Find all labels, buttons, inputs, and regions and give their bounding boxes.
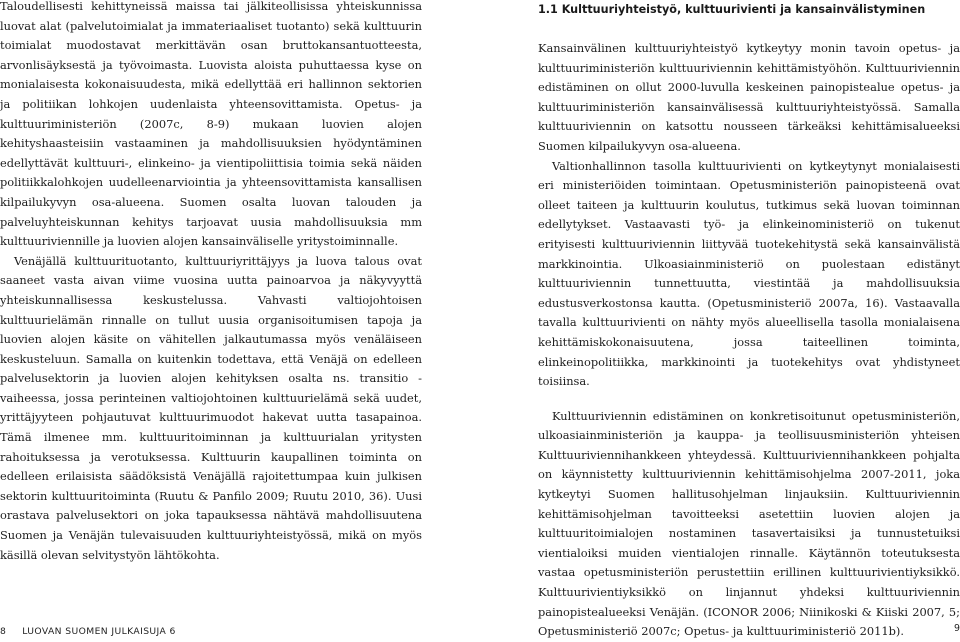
- footer-left: [0, 626, 176, 637]
- section-heading: 1.1 Kulttuuriyhteistyö, kulttuurivienti ja kansainvälistyminen: [538, 3, 926, 16]
- page-number-left: 8: [0, 626, 7, 637]
- paragraph: Taloudellisesti kehittyneissä maissa tai jälkiteollisissa yhteiskunnissa luovat alat (palvelutoimialat ja immateriaaliset tuotanto) sekä kulttuurin toimialat muodostavat merkittävän osan bruttokansantuotteesta, arvonlisäyksestä ja työvoimasta. Luovista aloista puhuttaessa kyse on monialaisesta kokonaisuudesta, mikä edellyttää eri hallinnon sektorien ja politiikan lohkojen uudenlaista yhteensovittamista. Opetus- ja kulttuuriministeriön (2007c, 8-9) mukaan luovien alojen kehityshaasteisiin vastaaminen ja mahdollisuuksien hyödyntäminen edellyttävät kulttuuri-, elinkeino- ja vientipoliittisia toimia sekä näiden politiikkalohkojen uudelleenarviointia ja yhteensovittamista kansallisen kilpailukyvyn osa-alueena. Suomen osalta luovan talouden ja palveluyhteiskunnan kehitys tarjoavat uusia mahdollisuuksia mm kulttuuriviennille ja luovien alojen kansainväliselle yritystoiminnalle.: [0, 0, 422, 249]
- right-column: [538, 0, 960, 642]
- left-column: [0, 0, 422, 565]
- paragraph: Kulttuuriviennin edistäminen on konkretisoitunut opetusministeriön, ulkoasiainministeriön ja kauppa- ja teollisuusministeriön yhteisen Kulttuuriviennihankkeen yhteydessä. Kulttuuriviennihankkeen pohjalta on käynnistetty kulttuuriviennin kehittämisohjelma 2007-2011, joka kytkeytyi Suomen hallitusohjelman linjauksiin. Kulttuuriviennin kehittämisohjelman tavoitteeksi asetettiin luovien alojen ja kulttuuritoimialojen nostaminen tasavertaisiksi ja tunnustetuiksi vientialoiksi muiden vientialojen rinnalle. Käytännön toteutuksesta vastaa opetusministeriön perustettiin erillinen kulttuurivientiyksikkö. Kulttuurivientiyksikkö on linjannut yhdeksi kulttuuriviennin painopistealueeksi Venäjän. (ICONOR 2006; Niinikoski & Kiiski 2007, 5; Opetusministeriö 2007c; Opetus- ja kulttuuriministeriö 2011b).: [538, 408, 960, 639]
- publication-title: LUOVAN SUOMEN JULKAISUJA 6: [22, 626, 176, 637]
- paragraph: Venäjällä kulttuurituotanto, kulttuuriyrittäjyys ja luova talous ovat saaneet vasta aivan viime vuosina uutta painoarvoa ja näkyvyyttä yhteiskunnallisessa keskustelussa. Vahvasti valtiojohtoisen kulttuurielämän rinnalle on tullut uusia organisoitumisen tapoja ja luovien alojen käsite on vähitellen jalkautumassa myös venäläiseen keskusteluun. Samalla on kuitenkin todettava, että Venäjä on edelleen palvelusektorin ja luovien alojen kehityksen osalta ns. transitio -vaiheessa, jossa perinteinen valtiojohtoinen kulttuurielämä sekä uudet, yrittäjyyteen pohjautuvat kulttuurimuodot hakevat uutta tasapainoa. Tämä ilmenee mm. kulttuuritoiminnan ja kulttuurialan yritysten rahoituksessa ja verotuksessa. Kulttuurin kaupallinen toiminta on edelleen erilaisista säädöksistä Venäjällä rajoitettumpaa kuin julkisen sektorin kulttuuritoiminta (Ruutu & Panfilo 2009; Ruutu 2010, 36). Uusi orastava palvelusektori on joka tapauksessa nähtävä mahdollisuutena Suomen ja Venäjän tulevaisuuden kulttuuriyhteistyössä, mikä on myös käsillä olevan selvitystyön lähtökohta.: [0, 253, 422, 562]
- paragraph: Valtionhallinnon tasolla kulttuurivienti on kytkeytynyt monialaisesti eri ministeriöiden toimintaan. Opetusministeriön painopisteenä ovat olleet taiteen ja kulttuurin koulutus, tutkimus sekä luovan toiminnan edellytykset. Vastaavasti työ- ja elinkeinoministeriö on tukenut erityisesti kulttuuriviennin liittyvää tuotekehitystä sekä kansainvälistä markkinointia. Ulkoasiainministeriö on puolestaan edistänyt kulttuuriviennin tunnettuutta, viestintää ja mahdollisuuksia edustusverkostonsa kautta. (Opetusministeriö 2007a, 16). Vastaavalla tavalla kulttuurivienti on nähty myös alueellisella tasolla monialaisena kehittämiskokonaisuutena, jossa taiteellinen toiminta, elinkeinopolitiikka, markkinointi ja tuotekehitys ovat yhdistyneet toisiinsa.: [538, 158, 960, 389]
- page-number-right: 9: [954, 623, 960, 634]
- paragraph: Kansainvälinen kulttuuriyhteistyö kytkeytyy monin tavoin opetus- ja kulttuuriministeriön kulttuuriviennin kehittämistyöhön. Kulttuuriviennin edistäminen on ollut 2000-luvulla keskeinen painopistealue opetus- ja kulttuuriministeriön kansainvälisessä kulttuuriyhteistyössä. Samalla kulttuuriviennin on katsottu nousseen tärkeäksi kehittämisalueeksi Suomen kilpailukyvyn osa-alueena.: [538, 41, 960, 153]
